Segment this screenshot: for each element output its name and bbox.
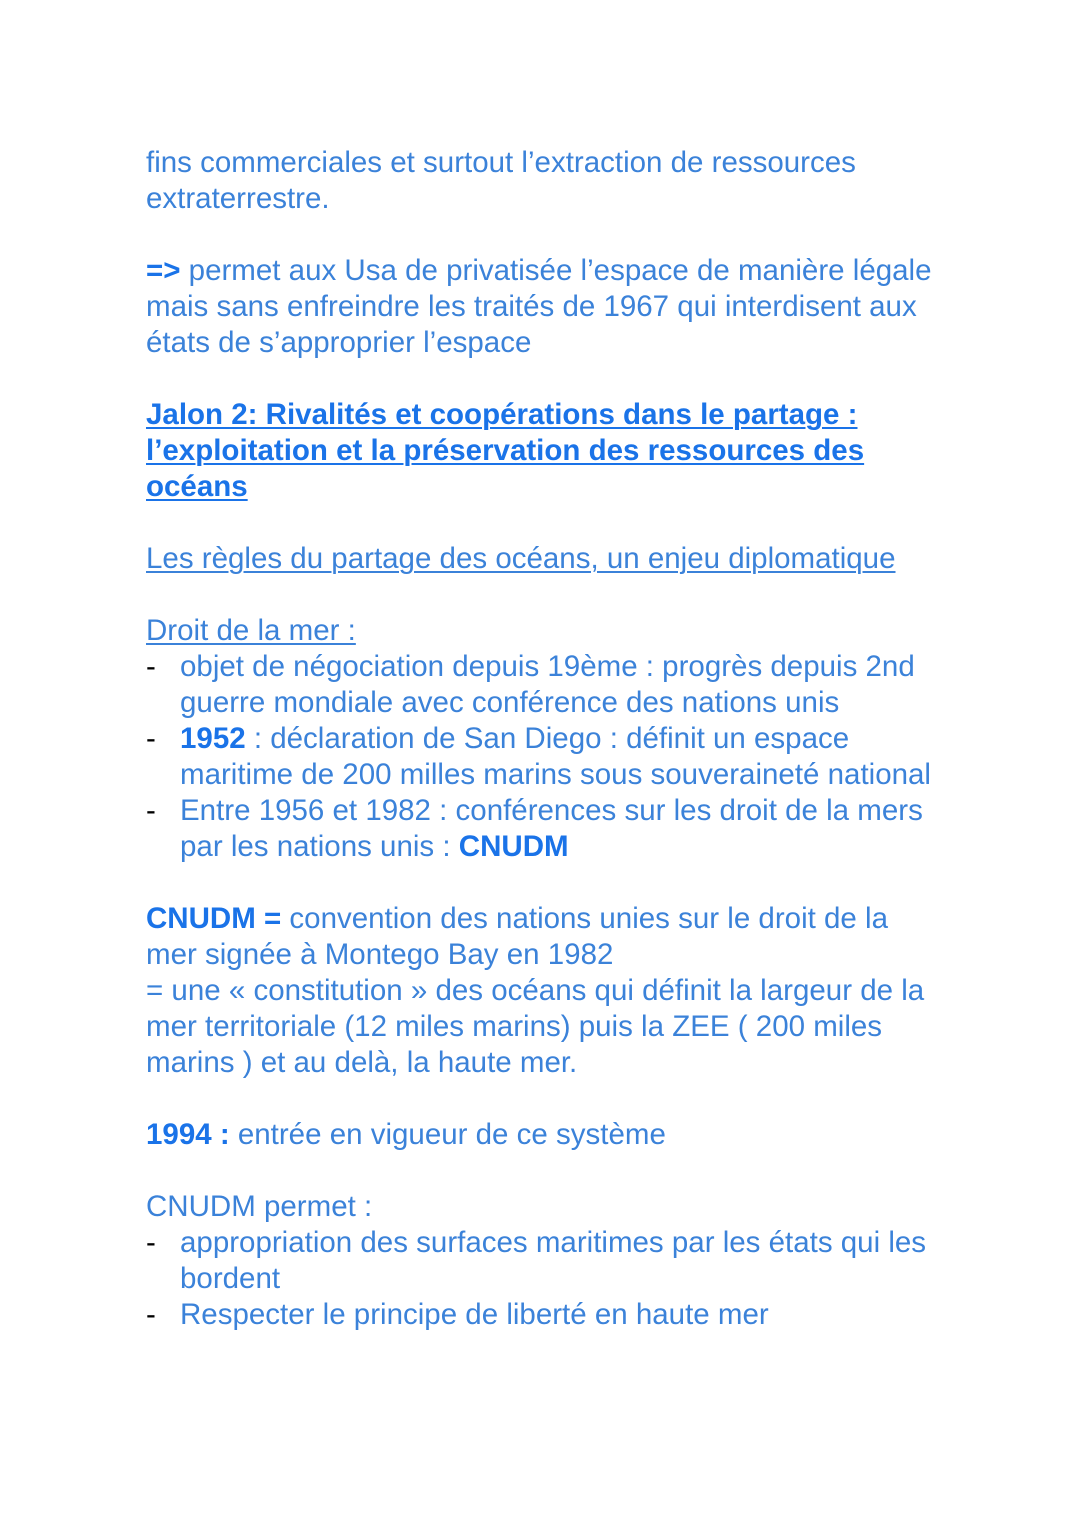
arrow-text: permet aux Usa de privatisée l’espace de manière légale mais sans enfreindre les traités de 1967 qui interdisent aux états de s’approprier l’espace	[146, 254, 932, 359]
spacer	[146, 217, 946, 253]
dash-bullet: -	[146, 1226, 156, 1259]
spacer	[146, 1081, 946, 1117]
spacer	[146, 865, 946, 901]
dash-bullet: -	[146, 1298, 156, 1331]
spacer	[146, 361, 946, 397]
year-1994-paragraph	[146, 1117, 946, 1153]
item-year: 1952	[180, 722, 246, 755]
item-text: Respecter le principe de liberté en haute mer	[180, 1298, 769, 1331]
section-heading: Les règles du partage des océans, un enjeu diplomatique	[146, 542, 896, 575]
year-1994-text: entrée en vigueur de ce système	[229, 1118, 666, 1151]
year-1994-lead: 1994 :	[146, 1118, 230, 1151]
permet-list	[146, 1225, 946, 1333]
spacer	[146, 505, 946, 541]
item-text: : déclaration de San Diego : définit un espace maritime de 200 milles marins sous souveraineté national	[180, 722, 931, 791]
cnudm-definition-text: convention des nations unies sur le droit de la mer signée à Montego Bay en 1982	[146, 902, 888, 971]
arrow-symbol: =>	[146, 254, 181, 287]
document-page	[146, 145, 946, 1333]
cnudm-term: CNUDM =	[146, 902, 282, 935]
dash-bullet: -	[146, 794, 156, 827]
intro-paragraph: fins commerciales et surtout l’extraction de ressources extraterrestre.	[146, 146, 856, 215]
spacer	[146, 1153, 946, 1189]
dash-bullet: -	[146, 722, 156, 755]
item-text: appropriation des surfaces maritimes par les états qui les bordent	[180, 1226, 927, 1295]
list-item	[146, 721, 946, 793]
permet-heading: CNUDM permet :	[146, 1190, 373, 1223]
spacer	[146, 577, 946, 613]
dash-bullet: -	[146, 650, 156, 683]
jalon-heading: Jalon 2: Rivalités et coopérations dans le partage : l’exploitation et la préservation des ressources des océans	[146, 398, 865, 503]
list-item	[146, 793, 946, 865]
item-text: Entre 1956 et 1982 : conférences sur les droit de la mers par les nations unis :	[180, 794, 923, 863]
cnudm-definition	[146, 901, 946, 973]
droit-list	[146, 649, 946, 865]
list-item	[146, 1225, 946, 1297]
list-item	[146, 1297, 946, 1333]
list-item	[146, 649, 946, 721]
arrow-paragraph	[146, 253, 946, 361]
cnudm-constitution: = une « constitution » des océans qui définit la largeur de la mer territoriale (12 miles marins) puis la ZEE ( 200 miles marins ) et au delà, la haute mer.	[146, 974, 925, 1079]
item-acronym: CNUDM	[458, 830, 569, 863]
item-text: objet de négociation depuis 19ème : progrès depuis 2nd guerre mondiale avec conférence des nations unis	[180, 650, 915, 719]
droit-heading: Droit de la mer :	[146, 614, 356, 647]
